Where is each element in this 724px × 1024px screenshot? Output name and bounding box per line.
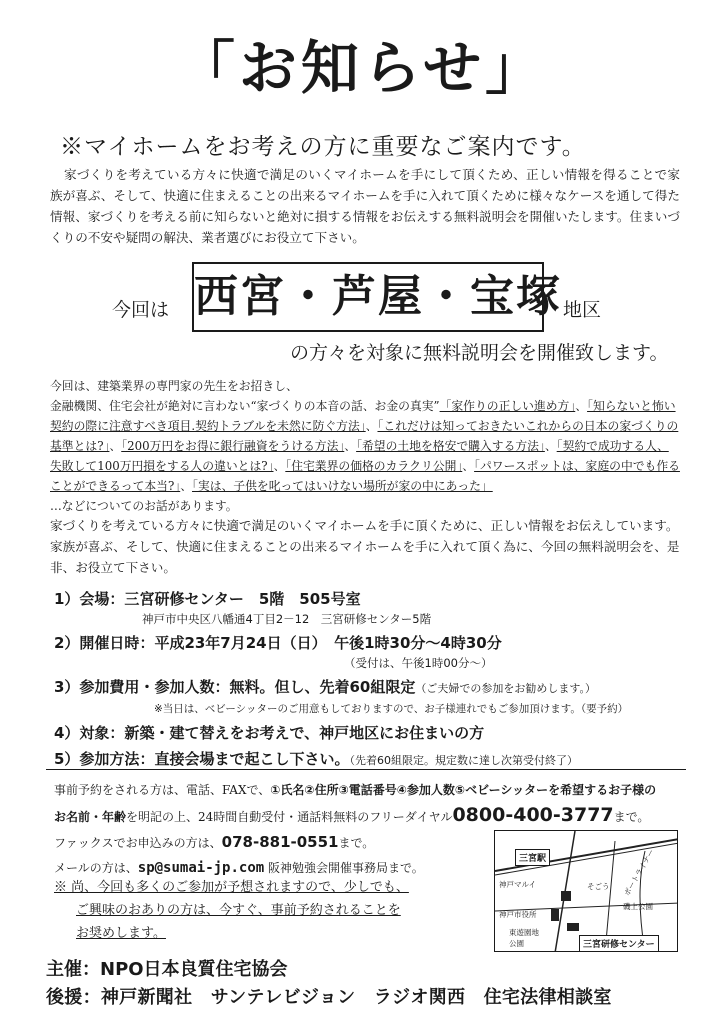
topic-item: 「家作りの正しい進め方」 xyxy=(439,399,576,413)
freedial-number[interactable]: 0800-400-3777 xyxy=(452,804,614,826)
intro-text: 家づくりを考えている方々に快適で満足のいくマイホームを手にして頂くため、正しい情報を得ることで家族が喜ぶ、そして、快適に住まえることの出来るマイホームを手に入れて頂くために様々なケースを通して得た情報、家づくりを考える前に知らないと絶対に損する情報をお伝えする無料説明会を開催いたします。住まいづくりの不安や疑問の解決、業者選びにお役立て下さい。 xyxy=(50,167,680,245)
map-cityhall-label: 神戸市役所 xyxy=(499,910,537,919)
venue-map xyxy=(494,830,678,952)
topics-ending: …などについてのお話があります。 xyxy=(50,499,238,513)
required-fields: ①氏名②住所③電話番号④参加人数⑤ベビーシッターを希望するお子様の xyxy=(270,783,657,797)
topic-item: 「パワースポットは、家庭の中でも作ることができるって本当?」 xyxy=(50,459,680,493)
mail-lead: メールの方は、 xyxy=(54,861,138,875)
seminar-topics: 今回は、建築業界の専門家の先生をお招きし、 金融機関、住宅会社が絶対に言わない“家づくりの本音の話、お金の真実”「家作りの正しい進め方」、「知らないと怖い契約の際に注意すべき項目.契約トラブルを未然に防ぐ方法」、「これだけは知っておきたいこれからの日本の家づくりの基準とは?」、「200万円をお得に銀行融資をうける方法」、「希望の土地を格安で購入する方法」、「契約で成功する人、失敗して100万円損をする人の違いとは?」、「住宅業界の価格のカラクリ公開」、「パワースポットは、家庭の中でも作ることができるって本当?」、「実は、子供を叱ってはいけない場所が家の中にあった」 …などについてのお話があります。 xyxy=(50,379,680,513)
map-venue-label: 三宮研修センター xyxy=(579,935,659,952)
map-store-label: 神戸マルイ xyxy=(499,880,537,889)
headline-suffix: 地区 xyxy=(563,299,602,321)
map-street-label: ポートライナー xyxy=(622,847,657,898)
reservation-notice xyxy=(54,876,464,945)
fax-lead: ファックスでお申込みの方は、 xyxy=(54,836,222,850)
required-fields-2: お名前・年齢 xyxy=(54,810,127,824)
topic-item: 「希望の土地を格安で購入する方法」 xyxy=(356,439,545,453)
map-store2-label: そごう xyxy=(587,882,610,891)
topic-item: 「住宅業界の価格のカラクリ公開」 xyxy=(285,459,463,473)
mail-tail: 阪神勉強会開催事務局まで。 xyxy=(264,861,424,875)
method-item: 5）参加方法：直接会場まで起こし下さい。 xyxy=(54,750,350,768)
organizer: 主催：NPO日本良質住宅協会 xyxy=(46,959,288,980)
notice-line: ご興味のおありの方は、今すぐ、事前予約されることを xyxy=(76,903,401,918)
fee-item: 3）参加費用・参加人数：無料。但し、先着60組限定 xyxy=(54,678,416,696)
venue-item: 1）会場：三宮研修センター 5階 505号室 xyxy=(54,590,361,608)
freedial-tail: まで。 xyxy=(613,810,650,824)
date-item: 2）開催日時：平成23年7月24日（日） 午後1時30分～4時30分 xyxy=(54,634,502,652)
email-address[interactable]: sp@sumai-jp.com xyxy=(137,860,265,876)
map-park2-label: 東遊園地 公園 xyxy=(509,928,539,948)
closing-text: 家づくりを考えている方々に快適で満足のいくマイホームを手に頂くために、正しい情報をお伝えしています。家族が喜ぶ、そして、快適に住まえることの出来るマイホームを手に入れて頂く為に、今回の無料説明会を、是非、お役立て下さい。 xyxy=(50,518,680,575)
fax-tail: まで。 xyxy=(338,836,375,850)
freedial-lead: を明記の上、24時間自動受付・通話料無料のフリーダイヤル xyxy=(126,810,453,824)
topic-item: 「知らないと怖い契約の際に注意すべき項目.契約トラブルを未然に防ぐ方法」 xyxy=(50,399,676,433)
topic-item: 「これだけは知っておきたいこれからの日本の家づくりの基準とは?」 xyxy=(50,419,679,453)
closing-paragraph xyxy=(50,515,680,578)
headline-prefix: 今回は xyxy=(112,299,170,321)
topic-item: 「200万円をお得に銀行融資をうける方法」 xyxy=(121,439,345,453)
section-divider xyxy=(46,769,686,770)
audience-item: 4）対象：新築・建て替えをお考えで、神戸地区にお住まいの方 xyxy=(54,724,485,742)
method-note: （先着60組限定。規定数に達し次第受付終了） xyxy=(349,754,578,767)
venue-address: 神戸市中央区八幡通4丁目2－12 三宮研修センター5階 xyxy=(142,612,432,626)
map-station-label: 三宮駅 xyxy=(515,849,550,866)
subtitle: ※マイホームをお考えの方に重要なご案内です。 xyxy=(60,134,586,160)
event-details xyxy=(54,588,694,772)
babysitter-note: ※当日は、ベビーシッターのご用意もしておりますので、お子様連れでもご参加頂けます。（要予約） xyxy=(154,703,629,715)
intro-paragraph xyxy=(50,164,680,248)
supporters: 後援：神戸新聞社 サンテレビジョン ラジオ関西 住宅法律相談室 xyxy=(46,987,612,1008)
fee-note: （ご夫婦での参加をお勧めします。） xyxy=(415,682,596,695)
area-box: 西宮・芦屋・宝塚 xyxy=(192,262,544,332)
notice-line: ※ 尚、今回も多くのご参加が予想されますので、少しでも、 xyxy=(54,880,409,895)
topics-intro: 今回は、建築業界の専門家の先生をお招きし、 xyxy=(50,379,298,393)
map-park1-label: 磯上公園 xyxy=(623,902,653,911)
fax-number[interactable]: 078-881-0551 xyxy=(221,833,339,851)
date-note: （受付は、午後1時00分～） xyxy=(344,656,493,670)
topics-lead: 金融機関、住宅会社が絶対に言わない“家づくりの本音の話、お金の真実” xyxy=(50,399,440,413)
topic-item: 「実は、子供を叱ってはいけない場所が家の中にあった」 xyxy=(192,479,493,493)
topic-item: 「契約で成功する人、失敗して100万円損をする人の違いとは?」 xyxy=(50,439,669,473)
page-title: 「お知らせ」 xyxy=(176,34,548,102)
reservation-lead: 事前予約をされる方は、電話、FAXで、 xyxy=(54,783,271,797)
notice-line: お奨めします。 xyxy=(76,926,166,941)
headline-target: の方々を対象に無料説明会を開催致します。 xyxy=(290,342,669,364)
